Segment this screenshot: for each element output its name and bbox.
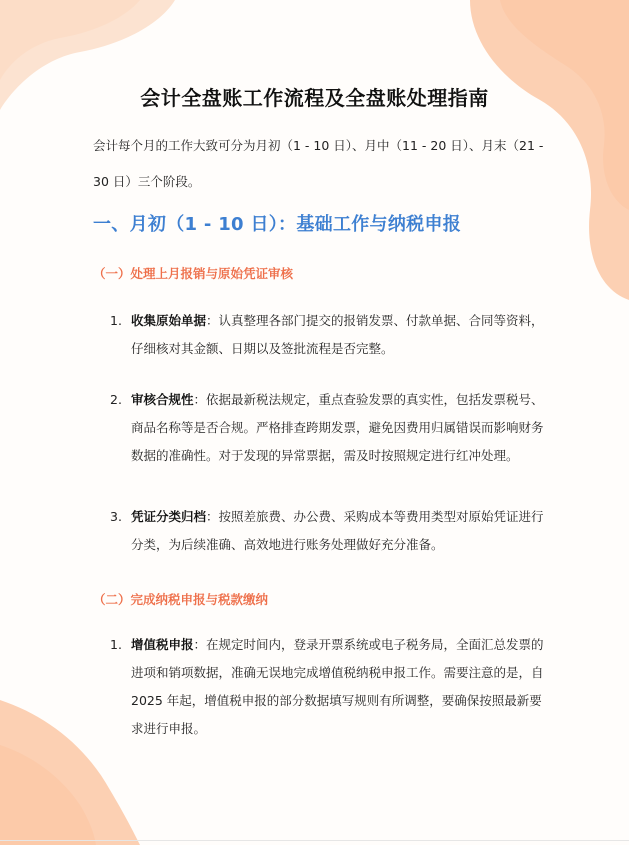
list-item — [110, 386, 550, 470]
list-item-number: 3. — [110, 509, 122, 524]
subsection-heading-1: （一）处理上月报销与原始凭证审核 — [93, 266, 294, 281]
list-item — [110, 307, 550, 363]
list-item-number: 2. — [110, 392, 122, 407]
intro-paragraph: 会计每个月的工作大致可分为月初（1 - 10 日）、月中（11 - 20 日）、月末（21 - 30 日）三个阶段。 — [93, 138, 544, 189]
list-item — [110, 503, 550, 559]
section-heading-1: 一、月初（1 - 10 日）：基础工作与纳税申报 — [93, 214, 462, 235]
list-item-term: 凭证分类归档 — [131, 509, 207, 524]
list-item-text: ：依据最新税法规定，重点查验发票的真实性，包括发票税号、商品名称等是否合规。严格排查跨期发票，避免因费用归属错误而影响财务数据的准确性。对于发现的异常票据，需及时按照规定进行红冲处理。 — [131, 392, 544, 463]
document-title: 会计全盘账工作流程及全盘账处理指南 — [140, 86, 489, 110]
list-item-number: 1. — [110, 313, 122, 328]
list-item-text: ：按照差旅费、办公费、采购成本等费用类型对原始凭证进行分类，为后续准确、高效地进行账务处理做好充分准备。 — [131, 509, 544, 552]
list-item-text: ：认真整理各部门提交的报销发票、付款单据、合同等资料，仔细核对其金额、日期以及签批流程是否完整。 — [131, 313, 544, 356]
list-item-term: 审核合规性 — [131, 392, 194, 407]
list-item-text: ：在规定时间内，登录开票系统或电子税务局，全面汇总发票的进项和销项数据，准确无误地完成增值税纳税申报工作。需要注意的是，自 2025 年起，增值税申报的部分数据填写规则有所调整，要确保按照最新要求进行申报。 — [131, 637, 544, 736]
list-item-term: 收集原始单据 — [131, 313, 207, 328]
page-bottom-divider — [0, 840, 629, 841]
subsection-heading-2: （二）完成纳税申报与税款缴纳 — [93, 592, 269, 607]
list-item — [110, 631, 550, 743]
list-item-number: 1. — [110, 637, 122, 652]
list-item-term: 增值税申报 — [131, 637, 194, 652]
